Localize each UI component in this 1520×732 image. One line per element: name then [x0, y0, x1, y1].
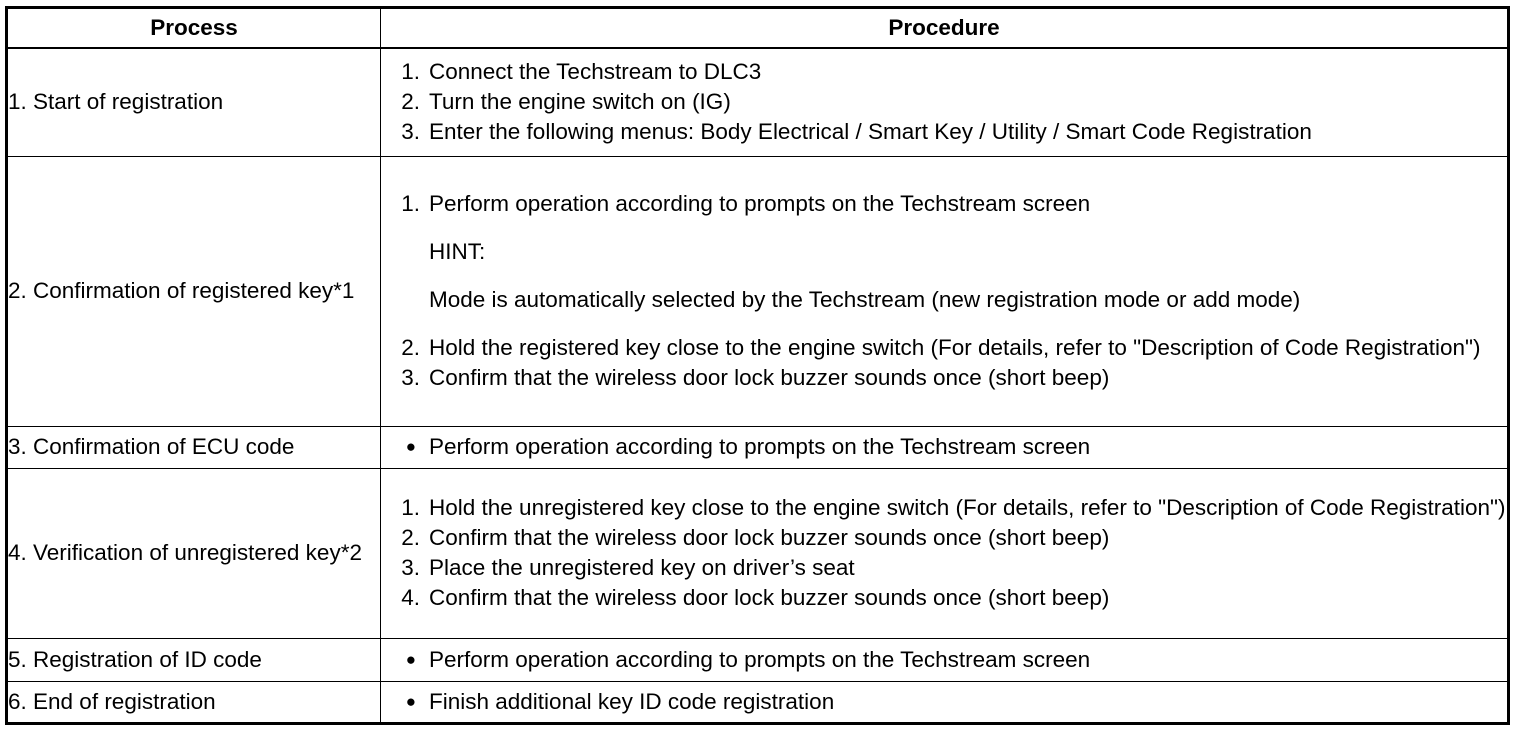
- process-cell: 3. Confirmation of ECU code: [7, 426, 381, 468]
- step-number: 2.: [401, 335, 420, 360]
- procedure-step: [381, 117, 1507, 147]
- table-row: [7, 468, 1509, 638]
- process-cell: 1. Start of registration: [7, 48, 381, 156]
- step-text: Enter the following menus: Body Electrical / Smart Key / Utility / Smart Code Registration: [429, 119, 1312, 145]
- process-cell: 4. Verification of unregistered key*2: [7, 468, 381, 638]
- procedure-step: [381, 553, 1507, 583]
- procedure-cell: [381, 468, 1509, 638]
- procedure-step: [381, 363, 1507, 393]
- step-text: Hold the unregistered key close to the engine switch (For details, refer to "Description of Code Registration"): [429, 495, 1506, 520]
- step-number: 1.: [401, 191, 420, 216]
- step-number: 2.: [401, 89, 420, 115]
- procedure-step: [381, 523, 1507, 553]
- procedure-step: [381, 333, 1507, 363]
- step-text: Turn the engine switch on (IG): [429, 89, 731, 115]
- procedure-cell: [381, 681, 1509, 723]
- procedure-step: [381, 493, 1507, 523]
- procedure-cell: [381, 156, 1509, 426]
- hint-label: HINT:: [429, 239, 486, 264]
- registration-procedure-table: [5, 6, 1510, 725]
- bullet-icon: ●: [405, 691, 416, 711]
- process-cell: 6. End of registration: [7, 681, 381, 723]
- step-number: 3.: [401, 119, 420, 145]
- process-column-header: Process: [7, 8, 381, 49]
- bullet-icon: ●: [405, 649, 416, 669]
- procedure-step: [381, 189, 1507, 219]
- bullet-icon: ●: [405, 437, 416, 456]
- procedure-step: [381, 687, 1507, 717]
- procedure-step: [381, 583, 1507, 613]
- header-row: [7, 8, 1509, 49]
- step-number: 1.: [401, 495, 420, 520]
- step-number: 3.: [401, 365, 420, 390]
- step-text: Finish additional key ID code registration: [429, 688, 835, 714]
- step-text: Perform operation according to prompts on the Techstream screen: [429, 646, 1091, 672]
- table-row: [7, 638, 1509, 681]
- table-row: [7, 426, 1509, 468]
- hint-text: Mode is automatically selected by the Techstream (new registration mode or add mode): [429, 287, 1301, 312]
- step-number: 1.: [401, 59, 420, 85]
- step-text: Confirm that the wireless door lock buzzer sounds once (short beep): [429, 525, 1110, 550]
- procedure-cell: [381, 426, 1509, 468]
- step-text: Confirm that the wireless door lock buzzer sounds once (short beep): [429, 585, 1110, 610]
- step-number: 4.: [401, 585, 420, 610]
- table-row: [7, 156, 1509, 426]
- step-text: Connect the Techstream to DLC3: [429, 59, 762, 85]
- procedure-column-header: Procedure: [381, 8, 1509, 49]
- procedure-step: [381, 645, 1507, 675]
- procedure-step: [381, 87, 1507, 117]
- table-row: [7, 681, 1509, 723]
- step-number: 2.: [401, 525, 420, 550]
- step-text: Confirm that the wireless door lock buzzer sounds once (short beep): [429, 365, 1110, 390]
- procedure-cell: [381, 638, 1509, 681]
- procedure-step: [381, 432, 1507, 462]
- procedure-step: [381, 57, 1507, 87]
- process-cell: 5. Registration of ID code: [7, 638, 381, 681]
- step-text: Perform operation according to prompts on the Techstream screen: [429, 191, 1091, 216]
- step-number: 3.: [401, 555, 420, 580]
- step-text: Place the unregistered key on driver’s seat: [429, 555, 855, 580]
- step-text: Hold the registered key close to the engine switch (For details, refer to "Description of Code Registration"): [429, 335, 1481, 360]
- procedure-cell: [381, 48, 1509, 156]
- table-row: [7, 48, 1509, 156]
- step-text: Perform operation according to prompts on the Techstream screen: [429, 434, 1091, 459]
- process-cell: 2. Confirmation of registered key*1: [7, 156, 381, 426]
